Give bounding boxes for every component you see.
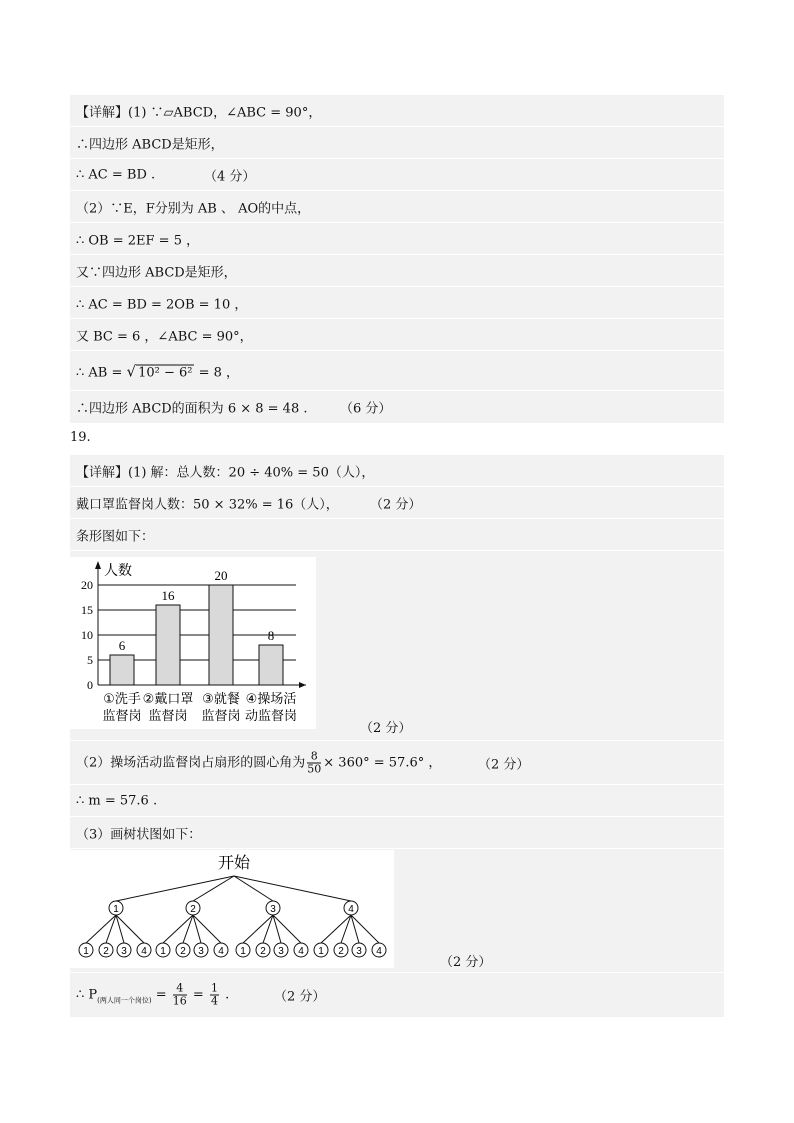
line-text: （3）画树状图如下： bbox=[76, 827, 202, 842]
sqrt-radical-icon: √ bbox=[126, 362, 137, 380]
numerator: 8 bbox=[307, 750, 321, 763]
tree-diagram-svg bbox=[70, 850, 394, 968]
tree-leaf-label: 2 bbox=[260, 946, 266, 957]
line bbox=[70, 159, 724, 191]
line bbox=[70, 741, 724, 785]
line-text: 【详解】(1) ∵▱ABCD，∠ABC = 90°， bbox=[76, 105, 322, 120]
tree-diagram bbox=[70, 850, 394, 968]
line bbox=[70, 319, 724, 351]
bar bbox=[209, 585, 233, 685]
line-text: ∴ AC = BD = 2OB = 10 ， bbox=[76, 297, 248, 312]
y-tick-label: 10 bbox=[81, 628, 93, 642]
tree-leaf-label: 3 bbox=[121, 946, 127, 957]
bar bbox=[110, 655, 134, 685]
tree-leaf-label: 2 bbox=[338, 946, 344, 957]
fraction bbox=[210, 983, 219, 1008]
line-text: 条形图如下： bbox=[76, 529, 155, 544]
x-tick-label: ①洗手 bbox=[103, 692, 141, 707]
x-tick-label: ②戴口罩 bbox=[142, 692, 194, 707]
line bbox=[70, 127, 724, 159]
sqrt-radicand: 10² − 6² bbox=[138, 365, 193, 380]
line bbox=[70, 191, 724, 223]
x-tick-label: ④操场活 bbox=[245, 692, 297, 707]
score-mark: （2 分） bbox=[478, 757, 530, 772]
x-tick-label: 监督岗 bbox=[102, 709, 142, 724]
bar bbox=[259, 645, 283, 685]
tree-leaf-label: 1 bbox=[240, 946, 246, 957]
y-tick-label: 20 bbox=[81, 578, 93, 592]
line bbox=[70, 255, 724, 287]
score-mark: （2 分） bbox=[370, 497, 422, 512]
line bbox=[70, 519, 724, 551]
tree-leaf-label: 4 bbox=[218, 946, 224, 957]
line bbox=[70, 973, 724, 1017]
y-tick-label: 5 bbox=[87, 653, 93, 667]
line bbox=[70, 487, 724, 519]
score-mark: （2 分） bbox=[274, 989, 326, 1005]
line-text: ∴ OB = 2EF = 5 ， bbox=[76, 233, 200, 248]
line-text: 戴口罩监督岗人数：50 × 32% = 16（人）， bbox=[76, 497, 339, 512]
tree-leaf-label: 4 bbox=[141, 946, 147, 957]
text: × 360° = 57.6° ， bbox=[323, 755, 442, 770]
tree-leaf-label: 1 bbox=[83, 946, 89, 957]
tree-branch bbox=[193, 876, 234, 901]
tree-root-label: 开始 bbox=[217, 855, 251, 872]
denominator: 16 bbox=[172, 994, 187, 1008]
tree-leaf-label: 1 bbox=[318, 946, 324, 957]
score-mark: （2 分） bbox=[440, 955, 492, 970]
line-text: ∴ m = 57.6 . bbox=[76, 793, 158, 808]
line-text: （2）∵E，F分别为 AB 、 AO的中点， bbox=[76, 201, 311, 216]
data-label: 8 bbox=[267, 628, 275, 643]
text: = bbox=[151, 987, 171, 1003]
subscript: (两人同一个岗位) bbox=[97, 996, 152, 1005]
x-tick-label: ③就餐 bbox=[202, 692, 240, 707]
x-tick-label: 监督岗 bbox=[201, 709, 241, 724]
sqrt-result: = 8 ， bbox=[194, 365, 240, 380]
line bbox=[70, 391, 724, 423]
tree-leaf-label: 4 bbox=[376, 946, 382, 957]
fraction bbox=[307, 750, 321, 775]
line bbox=[70, 455, 724, 487]
tree-leaf-label: 3 bbox=[198, 946, 204, 957]
line-text bbox=[76, 750, 441, 775]
text: ∴ P bbox=[76, 987, 98, 1003]
y-axis-label: 人数 bbox=[104, 563, 132, 579]
tree-node-label: 2 bbox=[190, 904, 196, 915]
y-axis-arrow-icon bbox=[95, 561, 101, 569]
line bbox=[70, 95, 724, 127]
line-text: 【详解】(1) 解：总人数：20 ÷ 40% = 50（人）， bbox=[76, 465, 375, 480]
denominator: 50 bbox=[307, 762, 322, 775]
y-tick-label: 15 bbox=[81, 603, 93, 617]
line-text: 又∵四边形 ABCD是矩形， bbox=[76, 265, 237, 280]
tree-leaf-label: 3 bbox=[356, 946, 362, 957]
tree-leaf-label: 1 bbox=[160, 946, 166, 957]
bar-chart-svg bbox=[70, 557, 316, 729]
bar-chart bbox=[70, 557, 316, 729]
tree-node-label: 1 bbox=[113, 904, 119, 915]
line bbox=[70, 223, 724, 255]
numerator: 4 bbox=[173, 983, 187, 996]
line-text: ∴四边形 ABCD的面积为 6 × 8 = 48 . bbox=[76, 401, 308, 417]
data-label: 20 bbox=[214, 568, 228, 583]
tree-leaf-label: 2 bbox=[180, 946, 186, 957]
line-text bbox=[76, 983, 229, 1008]
text: . bbox=[220, 987, 230, 1003]
sqrt-prefix: ∴ AB = bbox=[76, 365, 127, 380]
line bbox=[70, 351, 724, 391]
tree-node-label: 4 bbox=[348, 904, 354, 915]
text: = bbox=[188, 987, 208, 1003]
line bbox=[70, 785, 724, 817]
x-axis-arrow-icon bbox=[299, 682, 306, 688]
line bbox=[70, 287, 724, 319]
data-label: 16 bbox=[161, 588, 175, 603]
numerator: 1 bbox=[210, 981, 218, 995]
tree-node-label: 3 bbox=[270, 904, 276, 915]
line bbox=[70, 817, 724, 849]
data-label: 6 bbox=[118, 638, 126, 653]
question-number: 19. bbox=[70, 430, 91, 445]
line-text: ∴ AC = BD . bbox=[76, 167, 156, 182]
bar bbox=[156, 605, 180, 685]
tree-branch bbox=[234, 876, 351, 901]
x-tick-label: 动监督岗 bbox=[244, 709, 298, 724]
solution-18-block bbox=[70, 95, 724, 423]
score-mark: （6 分） bbox=[340, 401, 392, 417]
tree-branch bbox=[116, 876, 234, 901]
tree-leaf-label: 3 bbox=[278, 946, 284, 957]
tree-leaf-label: 2 bbox=[103, 946, 109, 957]
score-mark: （2 分） bbox=[360, 721, 412, 736]
tree-leaf-label: 4 bbox=[298, 946, 304, 957]
fraction bbox=[173, 983, 187, 1008]
y-tick-label: 0 bbox=[87, 678, 93, 692]
score-mark: （4 分） bbox=[204, 169, 256, 184]
x-tick-label: 监督岗 bbox=[148, 709, 188, 724]
line-text: 又 BC = 6 ，∠ABC = 90°， bbox=[76, 329, 253, 344]
line-text: ∴四边形 ABCD是矩形， bbox=[76, 137, 224, 152]
denominator: 4 bbox=[210, 994, 218, 1008]
line-text bbox=[76, 361, 239, 380]
text: （2）操场活动监督岗占扇形的圆心角为 bbox=[76, 755, 306, 770]
